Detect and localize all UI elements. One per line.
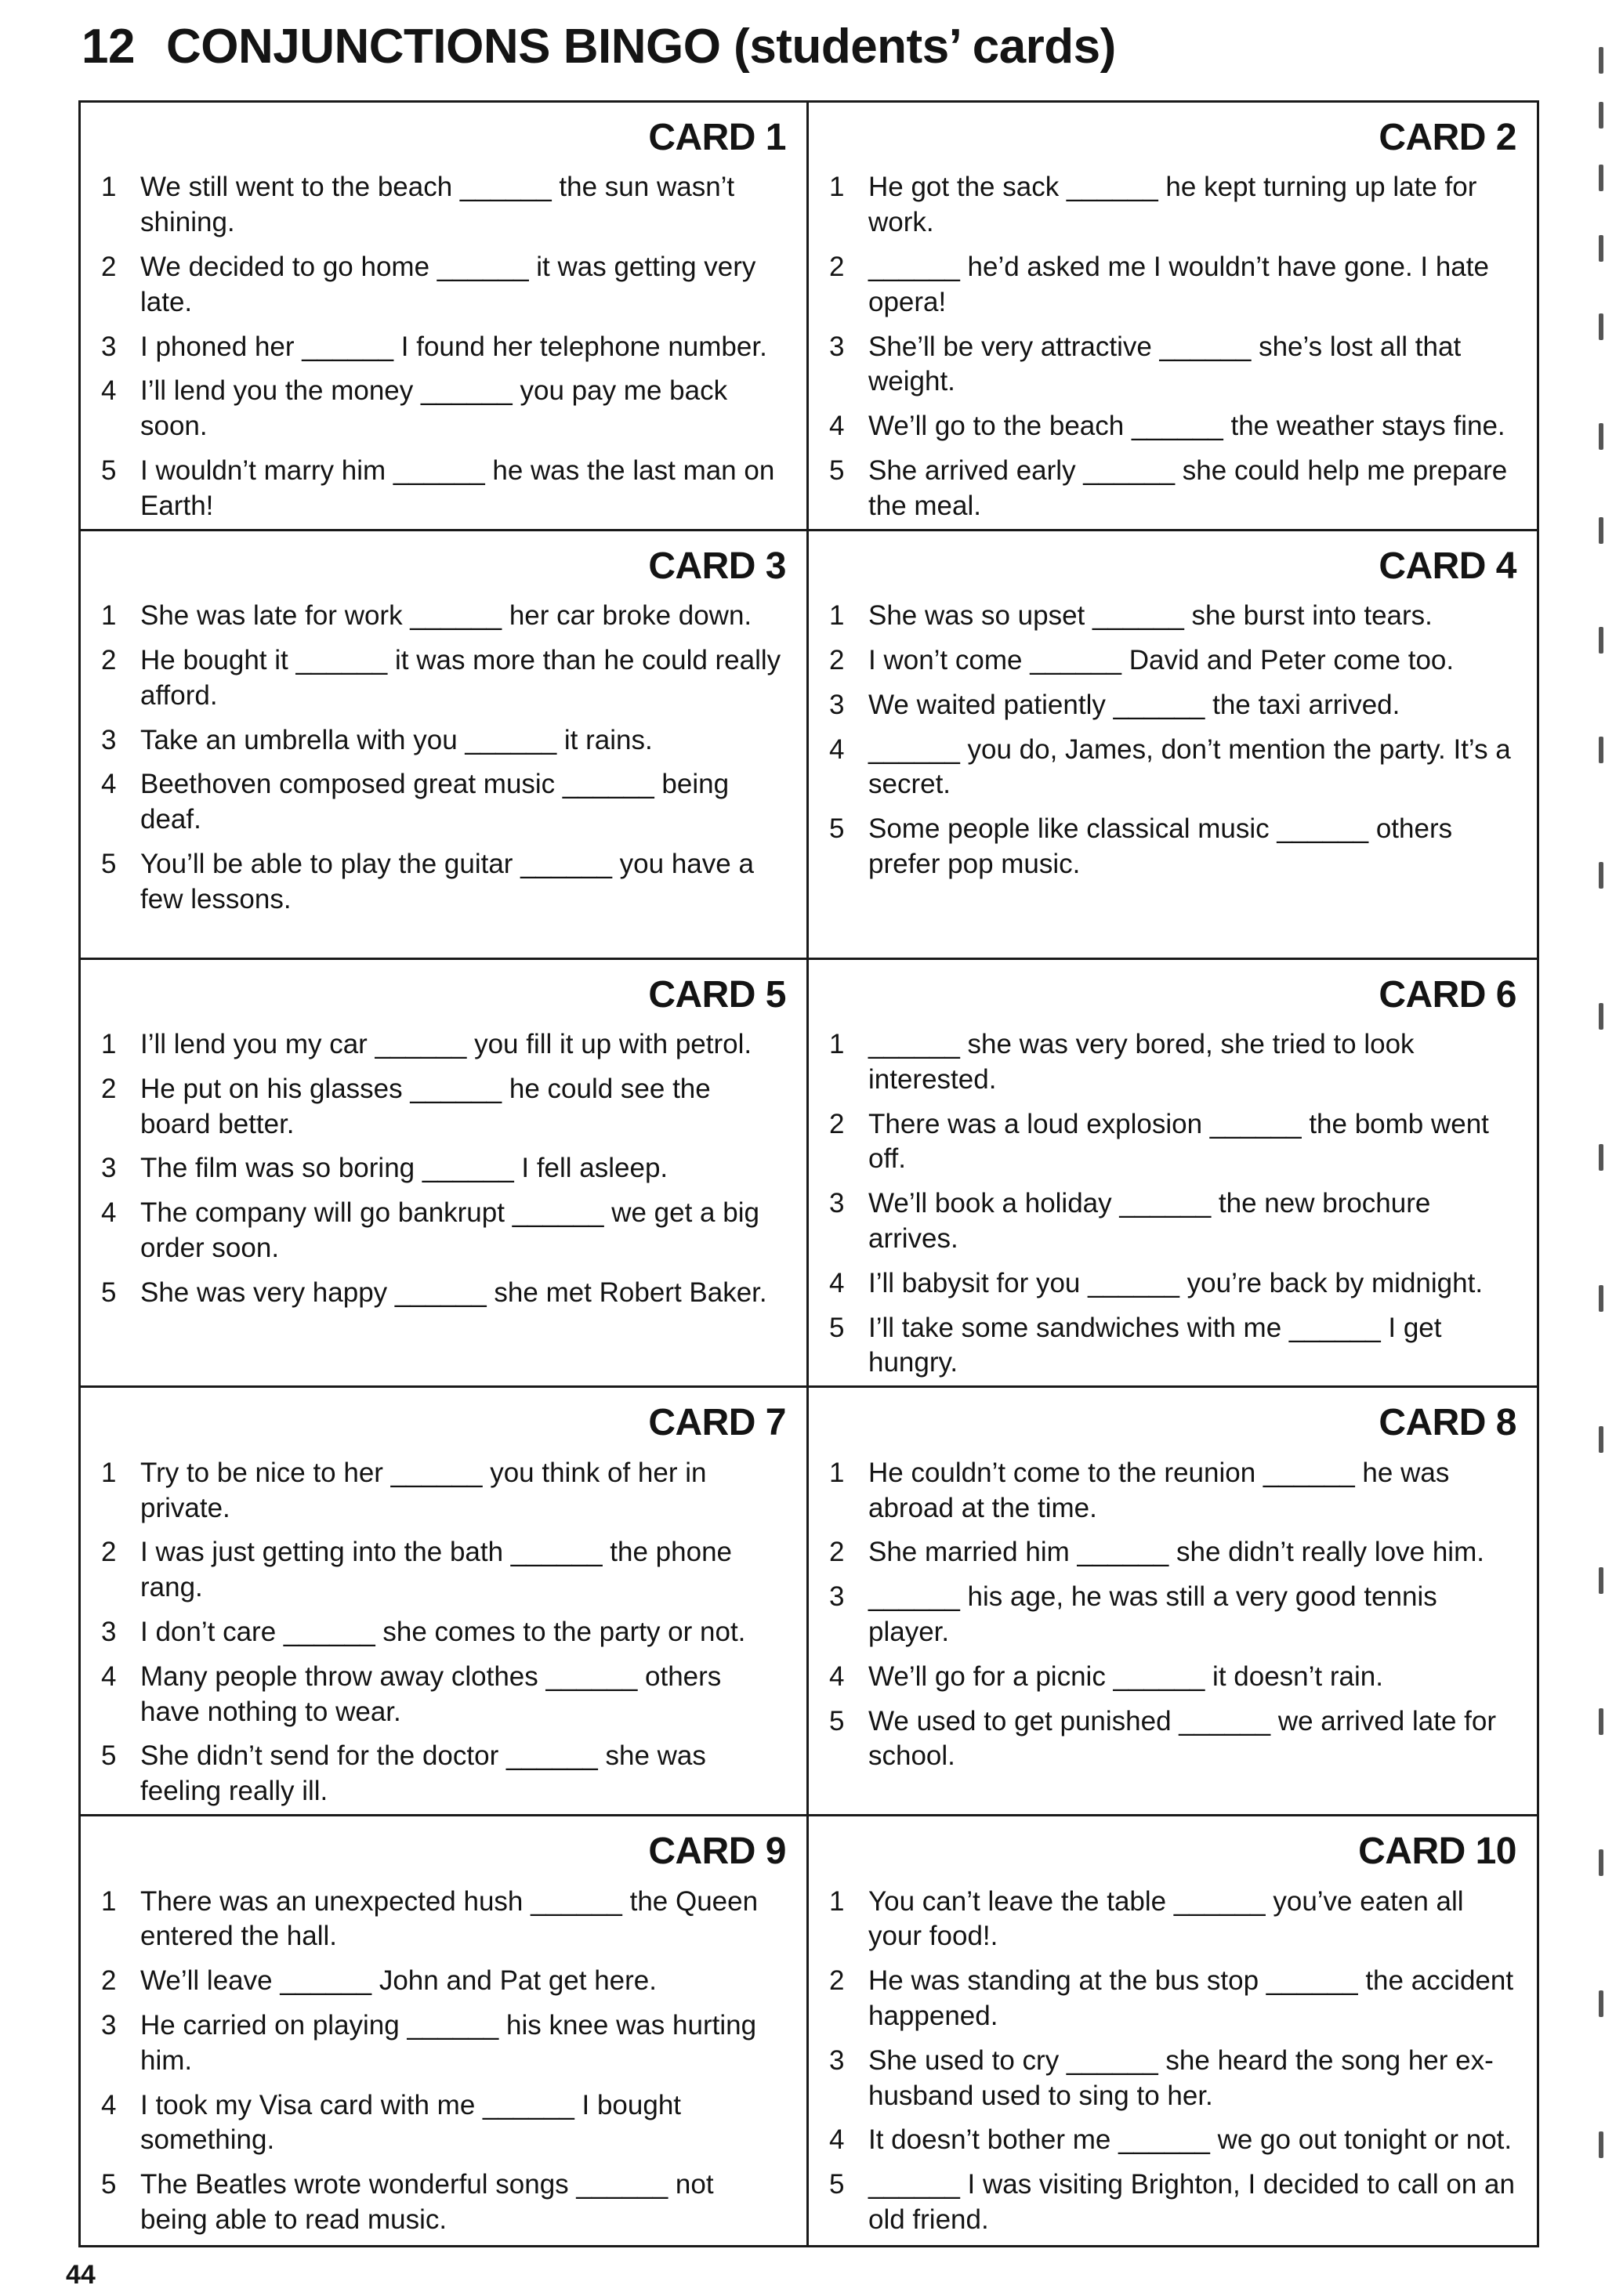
sentence-item xyxy=(826,1456,1516,1526)
sentence-list xyxy=(826,1456,1516,1774)
sentence-item xyxy=(98,1660,786,1730)
sentence-item xyxy=(826,643,1516,679)
sentence-text: She didn’t send for the doctor ______ she was feeling really ill. xyxy=(140,1740,706,1807)
card-title: CARD 8 xyxy=(1379,1402,1516,1444)
bingo-card-8 xyxy=(809,1388,1537,1816)
sentence-text: You’ll be able to play the guitar ______ you have a few lessons. xyxy=(140,848,754,914)
sentence-item xyxy=(98,1535,786,1606)
sentence-text: I took my Visa card with me ______ I bought something. xyxy=(140,2089,682,2156)
sentence-item xyxy=(826,1885,1516,1955)
sentence-item xyxy=(98,170,786,241)
sentence-item xyxy=(98,767,786,838)
sentence-text: ______ she was very bored, she tried to look interested. xyxy=(868,1028,1415,1095)
sentence-text: He got the sack ______ he kept turning up late for work. xyxy=(868,172,1477,238)
page-number: 44 xyxy=(66,2260,96,2290)
sentence-item xyxy=(826,1027,1516,1098)
sentence-number: 2 xyxy=(101,251,117,282)
sentence-number: 5 xyxy=(101,848,117,879)
page-title xyxy=(82,19,1116,74)
sentence-item xyxy=(98,599,786,634)
bingo-card-3 xyxy=(81,531,809,960)
card-title: CARD 3 xyxy=(648,545,786,587)
sentence-number: 1 xyxy=(101,172,117,203)
sentence-item xyxy=(98,374,786,444)
bingo-card-7 xyxy=(81,1388,809,1816)
sentence-item xyxy=(826,599,1516,634)
card-title: CARD 9 xyxy=(648,1831,786,1873)
sentence-number: 1 xyxy=(829,1885,845,1917)
sentence-item xyxy=(98,847,786,918)
sentence-item xyxy=(826,330,1516,400)
sentence-text: The film was so boring ______ I fell asleep. xyxy=(140,1153,668,1184)
sentence-item xyxy=(98,1151,786,1186)
sentence-text: She’ll be very attractive ______ she’s lost all that weight. xyxy=(868,331,1462,397)
sentence-text: ______ I was visiting Brighton, I decided to call on an old friend. xyxy=(868,2169,1515,2235)
sentence-text: Some people like classical music ______ others prefer pop music. xyxy=(868,813,1453,879)
sentence-text: We’ll go to the beach ______ the weather stays fine. xyxy=(868,411,1505,442)
sentence-item xyxy=(98,1027,786,1063)
sentence-text: Many people throw away clothes ______ others have nothing to wear. xyxy=(140,1660,722,1727)
sentence-number: 3 xyxy=(101,2009,117,2041)
sentence-number: 3 xyxy=(829,331,845,362)
sentence-number: 5 xyxy=(829,1705,845,1736)
sentence-list xyxy=(98,1456,786,1809)
sentence-number: 3 xyxy=(829,1581,845,1613)
sentence-text: She was very happy ______ she met Robert Baker. xyxy=(140,1277,767,1308)
sentence-list xyxy=(98,170,786,523)
sentence-number: 1 xyxy=(101,600,117,632)
sentence-number: 3 xyxy=(829,1188,845,1219)
sentence-item xyxy=(98,1196,786,1266)
sentence-text: Try to be nice to her ______ you think of her in private. xyxy=(140,1457,707,1523)
sentence-text: We decided to go home ______ it was getting very late. xyxy=(140,251,756,317)
sentence-number: 2 xyxy=(829,1537,845,1568)
sentence-number: 5 xyxy=(101,1740,117,1772)
sentence-item xyxy=(826,1107,1516,1178)
bingo-card-5 xyxy=(81,960,809,1389)
sentence-number: 2 xyxy=(829,1965,845,1997)
sentence-list xyxy=(826,599,1516,882)
sentence-number: 2 xyxy=(829,251,845,282)
unit-number: 12 xyxy=(82,20,135,74)
sentence-number: 4 xyxy=(101,769,117,800)
sentence-text: I won’t come ______ David and Peter come too. xyxy=(868,644,1455,675)
unit-title: CONJUNCTIONS BINGO (students’ cards) xyxy=(165,20,1116,74)
sentence-text: The company will go bankrupt ______ we get a big order soon. xyxy=(140,1197,759,1263)
sentence-item xyxy=(826,1311,1516,1382)
sentence-text: He bought it ______ it was more than he could really afford. xyxy=(140,644,781,711)
sentence-item xyxy=(826,733,1516,803)
sentence-item xyxy=(826,1535,1516,1570)
sentence-item xyxy=(98,1072,786,1143)
sentence-item xyxy=(826,1660,1516,1695)
sentence-item xyxy=(826,409,1516,444)
sentence-item xyxy=(826,1266,1516,1302)
sentence-item xyxy=(98,643,786,714)
card-title: CARD 6 xyxy=(1379,973,1516,1016)
sentence-text: It doesn’t bother me ______ we go out tonight or not. xyxy=(868,2124,1513,2156)
sentence-item xyxy=(98,1964,786,1999)
sentence-text: She used to cry ______ she heard the song her ex-husband used to sing to her. xyxy=(868,2044,1494,2111)
card-title: CARD 7 xyxy=(648,1402,786,1444)
sentence-number: 3 xyxy=(829,2044,845,2076)
scan-edge-marks xyxy=(1594,31,1605,2272)
sentence-item xyxy=(98,1456,786,1526)
sentence-number: 3 xyxy=(101,331,117,362)
sentence-item xyxy=(98,2008,786,2079)
sentence-number: 5 xyxy=(829,2169,845,2200)
sentence-number: 5 xyxy=(101,2169,117,2200)
sentence-number: 2 xyxy=(829,644,845,675)
sentence-number: 4 xyxy=(101,375,117,407)
sentence-text: She married him ______ she didn’t really love him. xyxy=(868,1537,1484,1568)
card-title: CARD 4 xyxy=(1379,545,1516,587)
sentence-number: 5 xyxy=(829,454,845,486)
sentence-list xyxy=(98,1885,786,2238)
sentence-number: 1 xyxy=(829,1457,845,1488)
sentence-item xyxy=(826,1186,1516,1257)
sentence-text: We still went to the beach ______ the sun wasn’t shining. xyxy=(140,172,735,238)
sentence-text: I’ll babysit for you ______ you’re back by midnight. xyxy=(868,1267,1484,1298)
sentence-text: We’ll go for a picnic ______ it doesn’t rain. xyxy=(868,1660,1383,1692)
sentence-text: I’ll lend you the money ______ you pay me back soon. xyxy=(140,375,728,442)
sentence-text: He couldn’t come to the reunion ______ he was abroad at the time. xyxy=(868,1457,1450,1523)
sentence-item xyxy=(98,1739,786,1809)
sentence-text: I’ll lend you my car ______ you fill it up with petrol. xyxy=(140,1028,752,1059)
sentence-text: Beethoven composed great music ______ being deaf. xyxy=(140,769,730,835)
sentence-number: 3 xyxy=(101,724,117,755)
sentence-number: 1 xyxy=(829,600,845,632)
sentence-text: ______ his age, he was still a very good tennis player. xyxy=(868,1581,1437,1647)
sentence-number: 5 xyxy=(101,1277,117,1308)
sentence-number: 1 xyxy=(101,1457,117,1488)
sentence-text: I don’t care ______ she comes to the party or not. xyxy=(140,1616,746,1647)
sentence-text: She was so upset ______ she burst into tears. xyxy=(868,600,1433,632)
card-title: CARD 1 xyxy=(648,117,786,158)
sentence-number: 4 xyxy=(829,1660,845,1692)
sentence-text: We’ll leave ______ John and Pat get here. xyxy=(140,1965,657,1997)
sentence-item xyxy=(826,1704,1516,1775)
sentence-item xyxy=(98,1276,786,1311)
sentence-item xyxy=(98,330,786,365)
sentence-item xyxy=(826,250,1516,320)
sentence-number: 2 xyxy=(101,644,117,675)
bingo-card-6 xyxy=(809,960,1537,1389)
sentence-text: ______ you do, James, don’t mention the party. It’s a secret. xyxy=(868,733,1511,800)
sentence-item xyxy=(826,170,1516,241)
sentence-number: 2 xyxy=(101,1965,117,1997)
sentence-item xyxy=(826,454,1516,524)
sentence-number: 4 xyxy=(101,2089,117,2120)
sentence-number: 5 xyxy=(829,1312,845,1343)
sentence-text: I was just getting into the bath ______ the phone rang. xyxy=(140,1537,733,1603)
sentence-text: We waited patiently ______ the taxi arrived. xyxy=(868,689,1400,720)
sentence-item xyxy=(826,688,1516,723)
sentence-number: 4 xyxy=(829,733,845,765)
sentence-number: 5 xyxy=(101,454,117,486)
sentence-number: 1 xyxy=(101,1885,117,1917)
sentence-text: She arrived early ______ she could help me prepare the meal. xyxy=(868,454,1508,521)
sentence-list xyxy=(826,1027,1516,1381)
sentence-list xyxy=(98,599,786,917)
sentence-text: He put on his glasses ______ he could see the board better. xyxy=(140,1073,711,1139)
sentence-text: There was an unexpected hush ______ the Queen entered the hall. xyxy=(140,1885,759,1952)
sentence-item xyxy=(826,2123,1516,2158)
sentence-item xyxy=(826,1964,1516,2034)
sentence-item xyxy=(98,1885,786,1955)
sentence-text: I’ll take some sandwiches with me ______ I get hungry. xyxy=(868,1312,1442,1378)
sentence-text: ______ he’d asked me I wouldn’t have gone. I hate opera! xyxy=(868,251,1489,317)
sentence-number: 3 xyxy=(829,689,845,720)
sentence-item xyxy=(98,2088,786,2159)
sentence-number: 4 xyxy=(829,1267,845,1298)
sentence-text: We’ll book a holiday ______ the new brochure arrives. xyxy=(868,1188,1431,1254)
bingo-card-9 xyxy=(81,1816,809,2245)
sentence-list xyxy=(826,1885,1516,2238)
sentence-text: She was late for work ______ her car broke down. xyxy=(140,600,752,632)
sentence-number: 1 xyxy=(829,172,845,203)
bingo-card-10 xyxy=(809,1816,1537,2245)
sentence-number: 2 xyxy=(101,1537,117,1568)
sentence-number: 4 xyxy=(829,2124,845,2156)
sentence-text: Take an umbrella with you ______ it rains. xyxy=(140,724,653,755)
sentence-item xyxy=(826,2044,1516,2114)
sentence-text: The Beatles wrote wonderful songs ______ not being able to read music. xyxy=(140,2169,714,2235)
sentence-number: 4 xyxy=(829,411,845,442)
sentence-text: There was a loud explosion ______ the bomb went off. xyxy=(868,1108,1489,1175)
card-title: CARD 2 xyxy=(1379,117,1516,158)
sentence-list xyxy=(98,1027,786,1311)
sentence-item xyxy=(826,1580,1516,1650)
card-title: CARD 5 xyxy=(648,973,786,1016)
sentence-number: 3 xyxy=(101,1153,117,1184)
sentence-number: 4 xyxy=(101,1197,117,1229)
sentence-text: He carried on playing ______ his knee was hurting him. xyxy=(140,2009,757,2076)
sentence-number: 2 xyxy=(101,1073,117,1104)
sentence-number: 3 xyxy=(101,1616,117,1647)
bingo-card-4 xyxy=(809,531,1537,960)
sentence-text: I phoned her ______ I found her telephone number. xyxy=(140,331,767,362)
bingo-card-grid xyxy=(78,100,1539,2247)
sentence-text: We used to get punished ______ we arrived late for school. xyxy=(868,1705,1496,1772)
bingo-card-1 xyxy=(81,103,809,531)
sentence-number: 1 xyxy=(829,1028,845,1059)
sentence-text: You can’t leave the table ______ you’ve eaten all your food!. xyxy=(868,1885,1464,1952)
sentence-item xyxy=(826,2167,1516,2238)
sentence-number: 2 xyxy=(829,1108,845,1139)
sentence-number: 4 xyxy=(101,1660,117,1692)
card-title: CARD 10 xyxy=(1358,1831,1516,1873)
sentence-text: He was standing at the bus stop ______ the accident happened. xyxy=(868,1965,1514,2031)
sentence-list xyxy=(826,170,1516,523)
sentence-text: I wouldn’t marry him ______ he was the last man on Earth! xyxy=(140,454,775,521)
sentence-number: 1 xyxy=(101,1028,117,1059)
sentence-item xyxy=(98,723,786,759)
bingo-card-2 xyxy=(809,103,1537,531)
sentence-item xyxy=(98,1615,786,1650)
sentence-number: 5 xyxy=(829,813,845,845)
sentence-item xyxy=(98,2167,786,2238)
sentence-item xyxy=(98,454,786,524)
sentence-item xyxy=(826,812,1516,882)
sentence-item xyxy=(98,250,786,320)
